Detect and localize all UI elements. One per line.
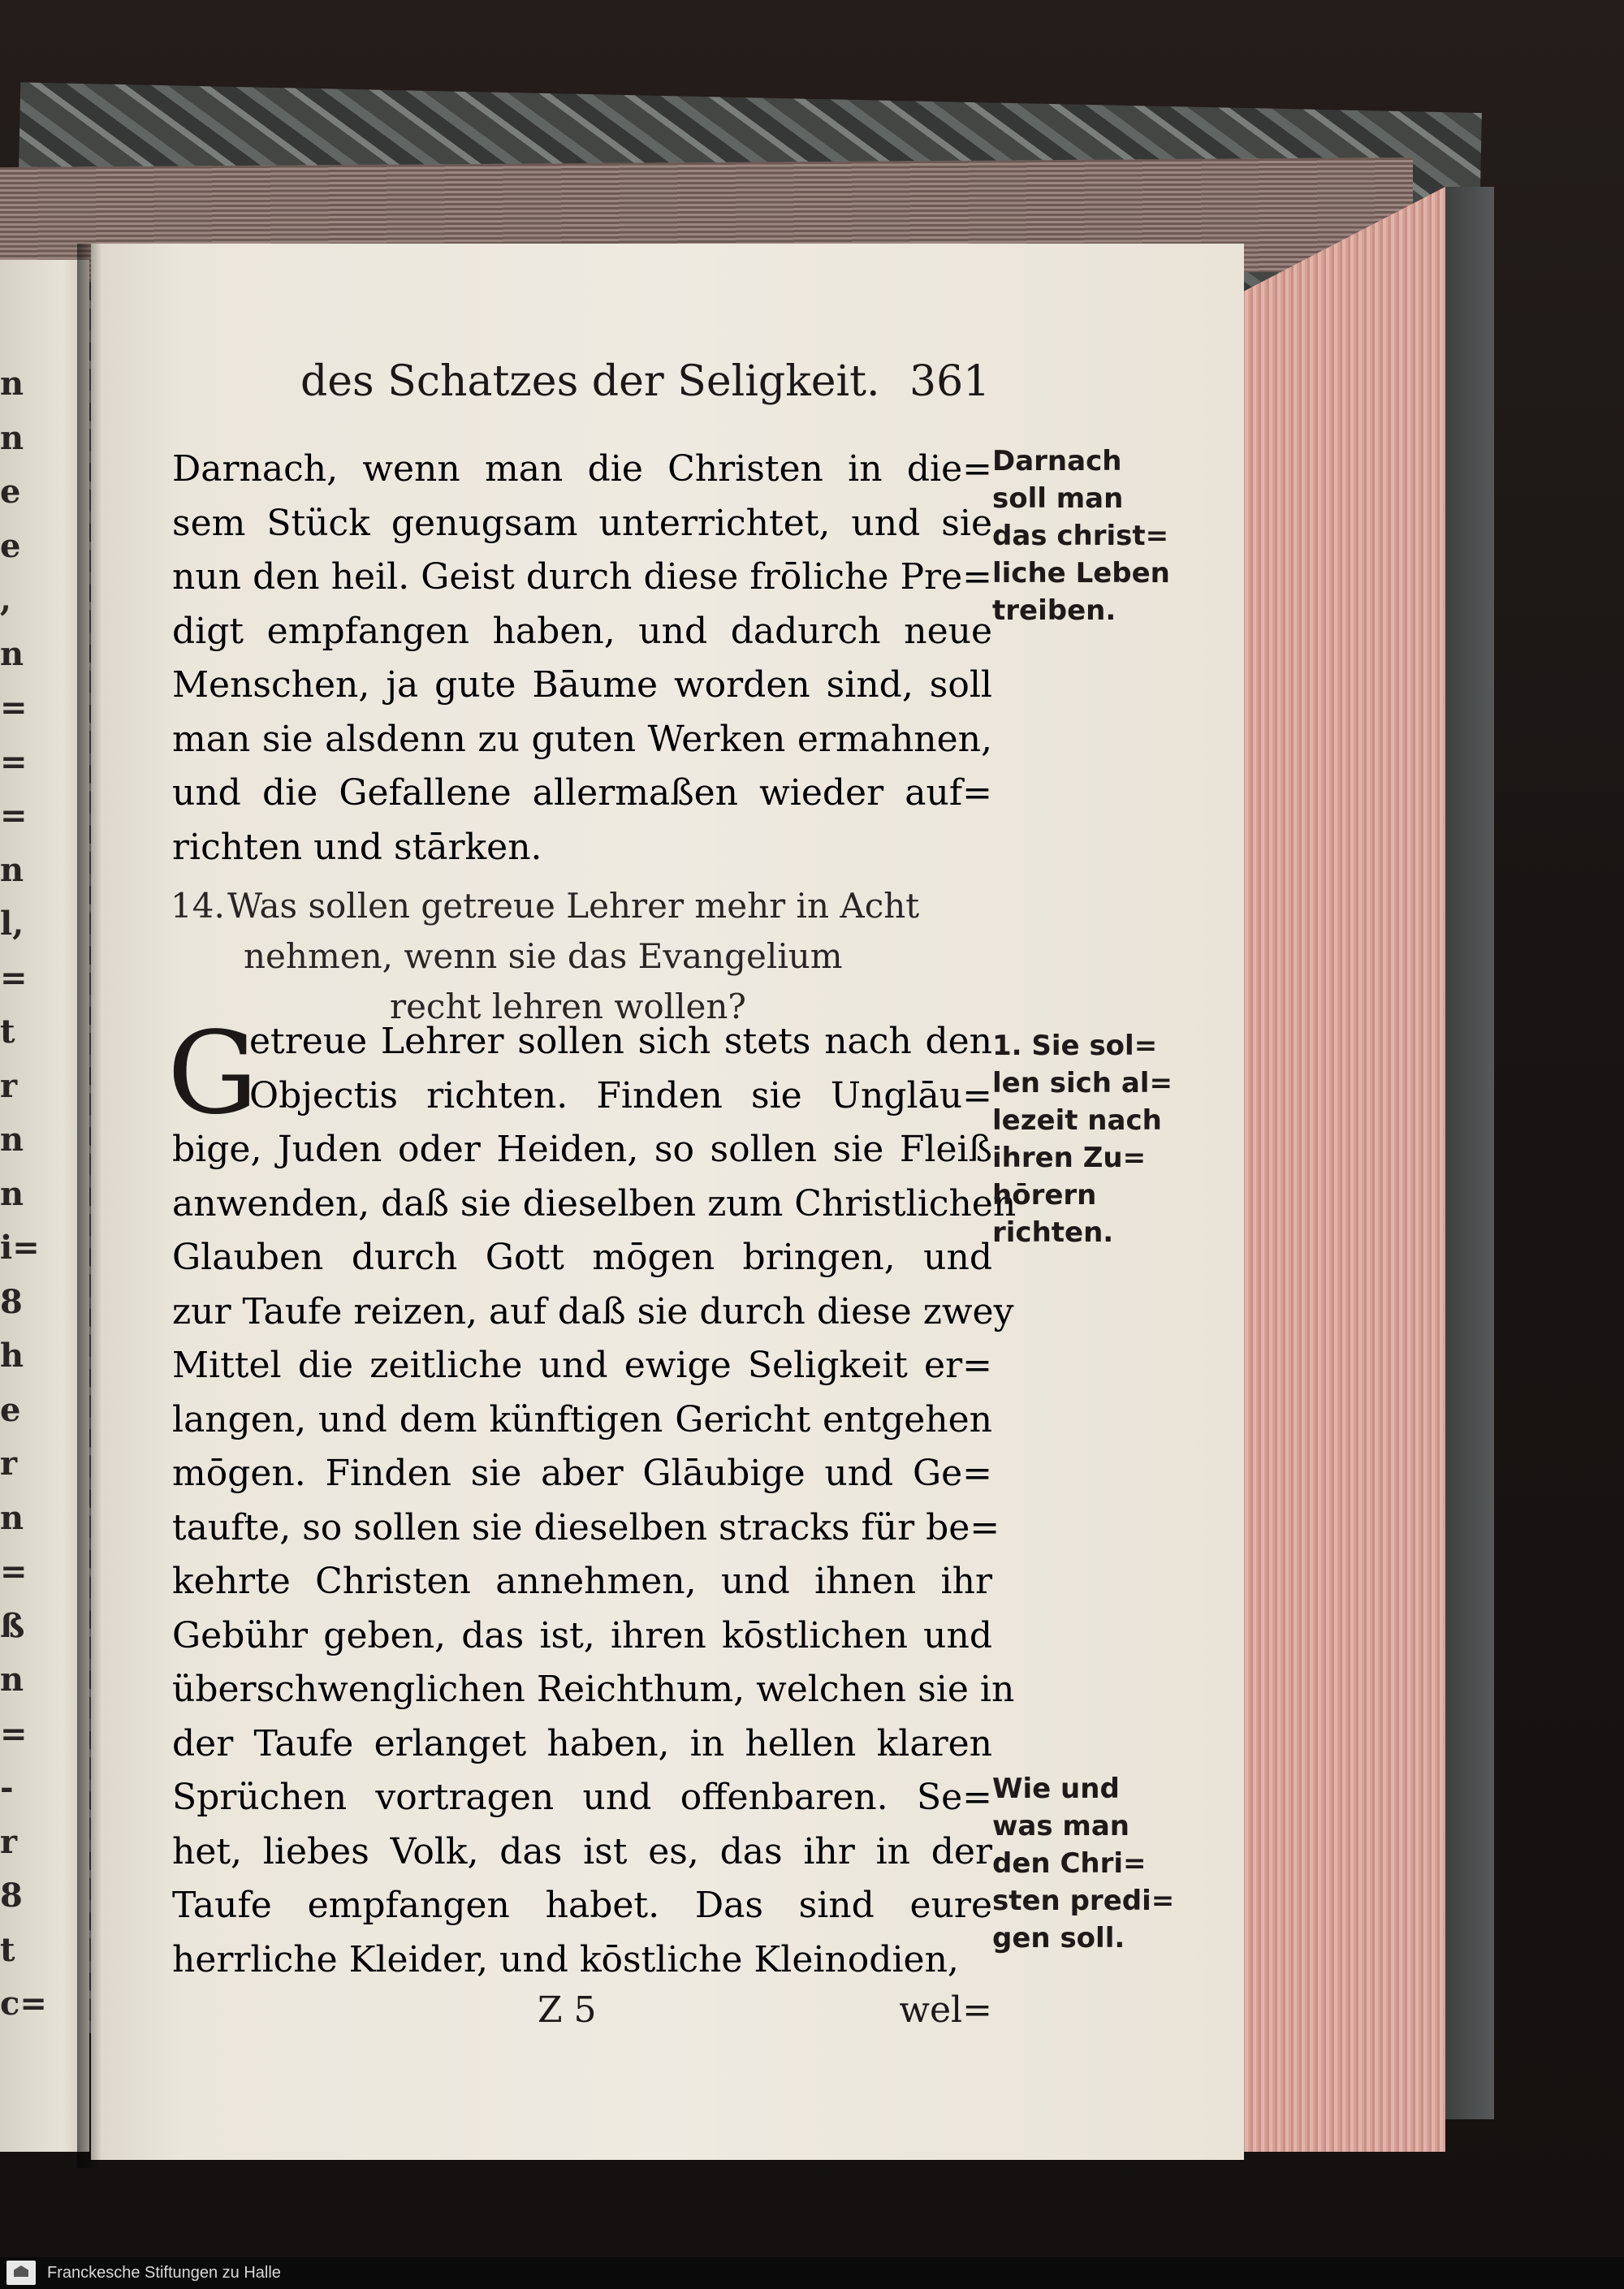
- margin-note-line: treiben.: [992, 594, 1116, 627]
- left-page-letter: c=: [0, 1985, 47, 2023]
- left-page-letter: n: [0, 634, 24, 673]
- question-line: 14.Was sollen getreue Lehrer mehr in Acht: [171, 881, 991, 931]
- margin-note-line: sten predi=: [992, 1885, 1175, 1917]
- margin-note-2: [992, 1027, 1173, 1251]
- margin-note-line: 1. Sie sol=: [992, 1030, 1158, 1062]
- text-line: langen, und dem künftigen Gericht entgehen: [172, 1398, 992, 1440]
- question-line: nehmen, wenn sie das Evangelium: [244, 936, 843, 976]
- left-page-letter: =: [0, 958, 28, 997]
- left-page-line-endings: [0, 357, 47, 2032]
- text-line: Gebühr geben, das ist, ihren kōstlichen und: [172, 1614, 992, 1656]
- left-page-letter: =: [0, 797, 28, 835]
- text-line: Glauben durch Gott mōgen bringen, und: [172, 1237, 992, 1278]
- text-line: taufte, so sollen sie dieselben stracks für be=: [172, 1506, 1000, 1548]
- margin-note-3: [992, 1770, 1175, 1957]
- text-line: Objectis richten. Finden sie Unglāu=: [249, 1074, 992, 1116]
- text-line: Mittel die zeitliche und ewige Seligkeit er=: [172, 1345, 992, 1386]
- text-line: etreue Lehrer sollen sich stets nach den: [249, 1021, 992, 1062]
- left-page-letter: ß: [0, 1606, 25, 1645]
- text-line: überschwenglichen Reichthum, welchen sie in: [172, 1669, 1015, 1710]
- text-line: Sprüchen vortragen und offenbaren. Se=: [172, 1777, 992, 1818]
- left-page-letter: t: [0, 1013, 15, 1051]
- margin-note-line: soll man: [992, 482, 1124, 515]
- left-page-letter: r: [0, 1822, 18, 1861]
- gutter-shadow: [77, 244, 102, 2168]
- left-page-letter: r: [0, 1445, 18, 1483]
- running-head: des Schatzes der Seligkeit.: [300, 357, 880, 406]
- margin-note-line: das christ=: [992, 520, 1169, 552]
- left-page-letter: l,: [0, 905, 24, 943]
- cover-edge: [1437, 187, 1494, 2119]
- margin-note-line: hōrern: [992, 1179, 1097, 1211]
- margin-note-line: Wie und: [992, 1773, 1120, 1805]
- text-line: Menschen, ja gute Bāume worden sind, soll: [172, 664, 992, 706]
- margin-note-line: was man: [992, 1810, 1130, 1842]
- left-page-letter: i=: [0, 1229, 40, 1267]
- margin-note-line: den Chri=: [992, 1847, 1147, 1880]
- left-page-letter: t: [0, 1930, 15, 1969]
- text-line: Taufe empfangen habet. Das sind eure: [172, 1885, 992, 1926]
- text-line: Darnach, wenn man die Christen in die=: [172, 448, 992, 490]
- signature-mark: Z 5: [538, 1989, 597, 2031]
- left-page-letter: h: [0, 1337, 24, 1375]
- text-line: kehrte Christen annehmen, und ihnen ihr: [172, 1561, 992, 1602]
- red-fore-edge: [1218, 187, 1445, 2152]
- text-line: und die Gefallene allermaßen wieder auf=: [172, 772, 992, 814]
- left-page-letter: e: [0, 473, 21, 511]
- margin-note-line: len sich al=: [992, 1067, 1173, 1099]
- left-page-letter: =: [0, 689, 28, 727]
- text-line: richten und stārken.: [172, 826, 542, 868]
- text-line: mōgen. Finden sie aber Glāubige und Ge=: [172, 1453, 992, 1494]
- text-line: bige, Juden oder Heiden, so sollen sie Fleiß: [172, 1129, 992, 1170]
- margin-note-line: lezeit nach: [992, 1104, 1162, 1137]
- question-number: 14.: [171, 886, 225, 926]
- left-page-letter: n: [0, 850, 24, 889]
- footer-credit: Franckesche Stiftungen zu Halle: [47, 2264, 281, 2282]
- left-page-letter: =: [0, 1714, 28, 1753]
- text-line: zur Taufe reizen, auf daß sie durch diese zwey: [172, 1290, 1014, 1332]
- left-page-letter: =: [0, 1553, 28, 1591]
- footer-bar: [0, 2257, 1624, 2289]
- catchword: wel=: [899, 1989, 992, 2031]
- left-page-letter: n: [0, 1498, 24, 1537]
- left-page-letter: e: [0, 526, 21, 565]
- left-page-letter: ,: [0, 581, 11, 619]
- paragraph-1: [172, 443, 992, 875]
- left-page-letter: n: [0, 1174, 24, 1213]
- left-page-letter: n: [0, 1121, 24, 1159]
- margin-note-1: [992, 443, 1170, 629]
- margin-note-line: liche Leben: [992, 557, 1170, 590]
- text-line: sem Stück genugsam unterrichtet, und sie: [172, 502, 992, 544]
- page-number: 361: [909, 357, 991, 406]
- text-line: anwenden, daß sie dieselben zum Christlichen: [172, 1182, 1017, 1224]
- left-page-letter: r: [0, 1066, 18, 1105]
- text-line: herrliche Kleider, und kōstliche Kleinodien,: [172, 1938, 959, 1980]
- left-page-letter: n: [0, 418, 24, 457]
- margin-note-line: gen soll.: [992, 1922, 1125, 1954]
- institution-logo-icon: [6, 2261, 36, 2285]
- text-line: man sie alsdenn zu guten Werken ermahnen,: [172, 718, 992, 760]
- left-page-letter: n: [0, 365, 24, 403]
- left-page-letter: n: [0, 1661, 24, 1699]
- paragraph-2: [172, 1015, 1017, 1987]
- left-page-letter: 8: [0, 1282, 23, 1321]
- margin-note-line: richten.: [992, 1216, 1114, 1249]
- left-page-letter: 8: [0, 1877, 23, 1915]
- left-page-letter: -: [0, 1769, 14, 1807]
- left-page-letter: =: [0, 742, 28, 781]
- left-page-letter: e: [0, 1390, 21, 1429]
- text-line: digt empfangen haben, und dadurch neue: [172, 610, 992, 652]
- margin-note-line: Darnach: [992, 445, 1122, 477]
- text-line: nun den heil. Geist durch diese frōliche Pre=: [172, 556, 992, 598]
- text-line: der Taufe erlanget haben, in hellen klaren: [172, 1722, 992, 1764]
- question-line: recht lehren wollen?: [390, 987, 746, 1026]
- text-line: het, liebes Volk, das ist es, das ihr in der: [172, 1830, 992, 1872]
- margin-note-line: ihren Zu=: [992, 1142, 1147, 1174]
- question-14: [171, 881, 991, 1032]
- drop-cap: G: [167, 1008, 258, 1140]
